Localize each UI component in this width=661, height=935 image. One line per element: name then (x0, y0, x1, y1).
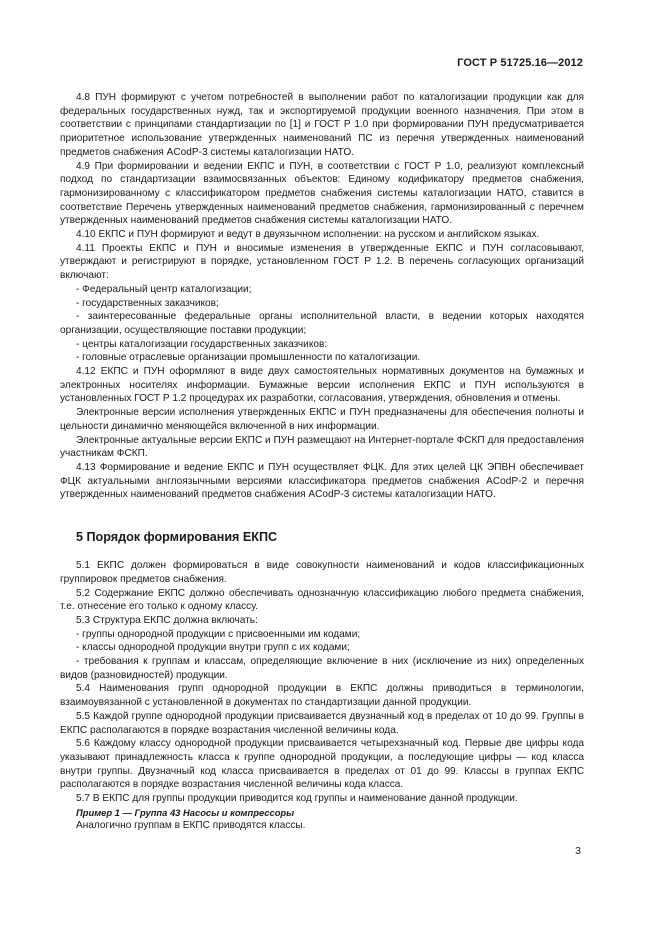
paragraph: 5.2 Содержание ЕКПС должно обеспечивать однозначную классификацию любого предмета снабжения, т.е. отнесение его только к одному классу. (60, 587, 584, 613)
list-item: - головные отраслевые организации промышленности по каталогизации. (60, 351, 584, 365)
paragraph: 5.5 Каждой группе однородной продукции присваивается двузначный код в пределах от 10 до 99. Группы в ЕКПС располагаются в порядке возрастания численной величины кода. (60, 710, 584, 736)
list-item: - группы однородной продукции с присвоенными им кодами; (60, 628, 584, 642)
paragraphs-bottom (60, 559, 584, 806)
paragraph: 5.4 Наименования групп однородной продукции в ЕКПС должны приводиться в терминологии, взаимоувязанной с установленной в документах по стандартизации данной продукции. (60, 683, 584, 709)
paragraph: 4.13 Формирование и ведение ЕКПС и ПУН осуществляет ФЦК. Для этих целей ЦК ЭПВН обеспечивает ФЦК актуальными англоязычными версиями классификатора предметов снабжения ACodP-2 и перечня утвержденных наименований предметов снабжения ACodP-3 системы каталогизации НАТО. (60, 461, 584, 501)
paragraph: Электронные версии исполнения утвержденных ЕКПС и ПУН предназначены для обеспечения полноты и цельности динамично меняющейся включенной в них информации. (60, 407, 584, 432)
paragraph: 4.12 ЕКПС и ПУН оформляют в виде двух самостоятельных нормативных документов на бумажных и электронных носителях информации. Бумажные версии исполнения ЕКПС и ПУН используются в установленных ГОСТ Р 1.2 процедурах их разработки, согласования, утверждения, обновления и отмены. (60, 366, 584, 405)
paragraph: 4.11 Проекты ЕКПС и ПУН и вносимые изменения в утвержденные ЕКПС и ПУН согласовывают, утверждают и регистрируют в порядке, установленном ГОСТ Р 1.2. В перечень согласующих организаций включают: (60, 242, 584, 282)
paragraph: 5.3 Структура ЕКПС должна включать: (76, 614, 258, 626)
list-item: - классы однородной продукции внутри групп с их кодами; (60, 641, 584, 655)
paragraph: Аналогично группам в ЕКПС приводятся классы. (76, 820, 306, 832)
list-item: - центры каталогизации государственных заказчиков: (60, 338, 584, 352)
paragraph: 4.8 ПУН формируют с учетом потребностей в выполнении работ по каталогизации продукции как для федеральных государственных нужд, так и экспортируемой продукции военного назначения. При этом в соответствии с принципами стандартизации по [1] и ГОСТ Р 1.0 при формировании ПУН предусматривается приоритетное использование утвержденных наименований ПС из перечня утвержденных наименований предметов снабжения ACodP-3 системы каталогизации НАТО. (60, 92, 584, 158)
paragraph: 5.7 В ЕКПС для группы продукции приводится код группы и наименование данной продукции. (76, 793, 518, 805)
list-item: - заинтересованные федеральные органы исполнительной власти, в ведении которых находятся организации, осуществляющие поставки продукции; (60, 310, 584, 337)
list-item: - требования к группам и классам, определяющие включение в них (исключение из них) определенных видов (разновидностей) продукции. (60, 655, 584, 682)
paragraph: 5.6 Каждому классу однородной продукции присваивается четырехзначный код. Первые две цифры кода указывают принадлежность класса к группе однородной продукции, а последующие цифры — код класса внутри группы. Двузначный код класса присваивается в пределах от 01 до 99. Классы в группах ЕКПС располагаются в порядке возрастания численной величины кода класса. (60, 738, 584, 791)
page-number: 3 (575, 845, 581, 857)
section-title: 5 Порядок формирования ЕКПС (76, 530, 278, 545)
paragraph: 4.10 ЕКПС и ПУН формируют и ведут в двуязычном исполнении: на русском и английском языках. (76, 229, 540, 241)
paragraph: 4.9 При формировании и ведении ЕКПС и ПУН, в соответствии с ГОСТ Р 1.0, реализуют комплексный подход по стандартизации взаимосвязанных объектов: Единому кодификатору предметов снабжения, гармонизированному с классификатором предметов снабжения системы каталогизации НАТО, ставится в соответствие Перечень утвержденных наименований предметов снабжения, гармонизированный с перечнем утвержденных наименований предметов снабжения системы каталогизации НАТО. (60, 160, 584, 227)
body-text (60, 91, 584, 833)
document-code-header: ГОСТ Р 51725.16—2012 (457, 57, 583, 69)
example-caption: Пример 1 — Группа 43 Насосы и компрессоры (76, 806, 295, 818)
paragraphs-top (60, 91, 584, 502)
paragraph: Электронные актуальные версии ЕКПС и ПУН размещают на Интернет-портале ФСКП для предоставления участникам ФСКП. (60, 434, 584, 460)
list-item: - государственных заказчиков; (60, 297, 584, 311)
list-item: - Федеральный центр каталогизации; (60, 283, 584, 297)
spacer (60, 502, 584, 513)
paragraph: 5.1 ЕКПС должен формироваться в виде совокупности наименований и кодов классификационных группировок предметов снабжения. (60, 560, 584, 585)
